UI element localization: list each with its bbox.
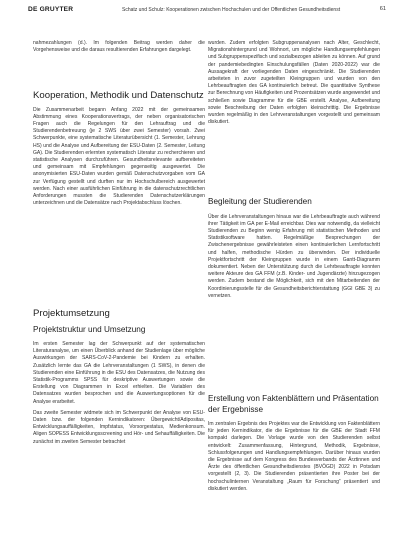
section-project	[33, 308, 205, 450]
running-title: Schatz und Schulz: Kooperationen zwischen Hochschulen und der Öffentlichen Gesundheitsdienst	[122, 6, 341, 13]
page-number: 61	[379, 6, 386, 12]
continuation-paragraph: wurden. Zudem erfolgten Subgruppenanalysen nach Alter, Geschlecht, Migrationshintergrund und Wohnort, um mögliche Handlungsempfehlungen und Subgruppenspezifisch und sozialbezogen ableiten zu können. Auf grund der pandemiebedingten Einschulungsfällen (Daten 2020-2022) war die Aussagekraft der vorliegenden Daten eingeschränkt. Die Studierenden arbeiteten in zuvor zugeteilten Kleingruppen und wurden von den Lehrbeauftragten des GA kontinuierlich betreut. Die quantitative Synthese zur Berechnung von Häufigkeiten und Prozentsätzen wurde angewendet und schließen sowie Diagramme für die GBE erstellt. Analyse, Aufbereitung sowie Beschreibung der Daten erfolgten kleinschrittig. Die Ergebnisse wurden regelmäßig in den Lehrveranstaltungen vorgestellt und gemeinsam diskutiert.	[208, 40, 380, 126]
publisher-logo: DE GRUYTER	[28, 6, 74, 13]
cooperation-paragraph: Die Zusammenarbeit begann Anfang 2022 mit der gemeinsamen Abstimmung eines Kooperationsvertrags, der neben organisatorischen Fragen auch die Regelungen für den Lehrauftrag und die Studierendenbetreuung (je 2 SWS über zwei Semester) vorsah. Zwei Schwerpunkte, eine systematische Literaturübersicht (1. Semester, Lehrung HS) und die Analyse und Aufbereitung der ESU-Daten (2. Semester, Leitung GA). Die Studierenden erlernten systematisch Literatur zu recherchieren und statistische Analysen durchzuführen. Gesundheitsrelevante aufbereiteten und gemeinsam mit Empfehlungen gegenseitig ausgewertet. Die anonymisierten ESU-Daten wurden gemäß Datenschutzvorgaben vom GA zur Verfügung gestellt und durften nur im Hochschulbereich ausgewertet werden. Nach einer ausführlichen Einführung in die datenschutzrechtlichen Anforderungen mussten die Studierenden Datenschutzerklärungen unterzeichnen und die Datensätze nach Projektabschluss löschen.	[33, 106, 205, 207]
intro-paragraph: nahmezahlungen (d.). Im folgenden Beitrag werden daher die Vorgehensweise und die daraus resultierenden Erfahrungen dargelegt.	[33, 40, 205, 54]
section-heading-support: Begleitung der Studierenden	[208, 197, 312, 206]
section-factsheets	[208, 394, 380, 497]
structure-paragraph-1: Im ersten Semester lag der Schwerpunkt auf der systematischen Literaturanalyse, um einen Überblick anhand der Studienlage über mögliche Auswirkungen der SARS-CoV-2-Pandemie bei Kindern zu erhalten. Zusätzlich lernte das GA die Lehrveranstaltungen (1 SWS), in denen die Studierenden eine Einführung in die ESU des Datensatzes, die Nutzung des Statistik-Programms SPSS für deskriptive Auswertungen sowie die Erstellung von Diagrammen in Excel erhielten. Die Variablen des Datensatzes wurden besprochen und die Auswertungsoptionen für die Analyse erarbeitet.	[33, 341, 205, 405]
structure-paragraph-2: Das zweite Semester widmete sich im Schwerpunkt der Analyse von ESU-Daten bzw. der folgenden Kernindikatoren: Übergewicht/Adipositas, Entwicklungsauffälligkeiten, Impfstatus, Vorsorgestatus, Medienkonsum. Aligen SOPESS Entwicklungsscreening und Hör- und Sehauffälligkeiten. Die zunächst im zweiten Semester betrachtet	[33, 409, 205, 445]
section-heading-cooperation: Kooperation, Methodik und Datenschutz	[33, 90, 204, 101]
support-paragraph: Über die Lehrveranstaltungen hinaus war die Lehrbeauftragte auch während ihrer Tätigkeit im GA per E-Mail erreichbar. Dies war notwendig, da vielleicht Studierenden zu Beginn wenig Erfahrung mit statistischen Methoden und Statistiksoftware hatten. Regelmäßige Besprechungen der Zwischenergebnisse gewährleisteten einen kontinuierlichen Lernfortschritt und halfen, methodische Hürden zu überwinden. Der individuelle Projektfortschritt der Kleingruppen wurde in einem Gantt-Diagramm dokumentiert. Neben der Unterstützung durch die Lehrbeauftragte konnten weitere Akteure des GA FFM (z.B. Kinder- und Jugendärzte) hinzugezogen werden. Zudem bestand die Möglichkeit, sich mit den Mitarbeitenden der Koordinierungsstelle für die Gesundheitsberichterstattung (GGI GBE 3) zu vernetzen.	[208, 213, 380, 299]
factsheets-paragraph: Im zentralen Ergebnis des Projektes war die Entwicklung von Faktenblättern für jeden Kernindikator, die die Ergebnisse für die GBE der Stadt FFM kompakt darlegen. Die Vorlage wurde von den Studierenden selbst entwickelt: Zusammenfassung, Hintergrund, Methodik, Ergebnisse, Schlussfolgerungen und Handlungsempfehlungen. Darüber hinaus wurden die Ergebnisse auf dem Kongress des Bundesverbands der Ärztinnen und Ärzte des öffentlichen Gesundheitsdienstes (BVÖGD) 2022 in Potsdam vorgestellt (2, 3). Die Studierenden präsentierten ihre Poster bei der hochschulinternen Veranstaltung „Raum für Forschung“ präsentiert und diskutiert werden.	[208, 421, 380, 492]
section-heading-factsheets: Erstellung von Faktenblättern und Präsentation der Ergebnisse	[208, 394, 379, 414]
section-support	[208, 197, 380, 304]
continuation-block	[208, 40, 380, 130]
subsection-heading-structure: Projektstruktur und Umsetzung	[33, 324, 146, 334]
intro-block	[33, 40, 205, 58]
section-heading-project: Projektumsetzung	[33, 308, 110, 319]
section-cooperation	[33, 90, 205, 211]
page-header	[0, 0, 413, 22]
